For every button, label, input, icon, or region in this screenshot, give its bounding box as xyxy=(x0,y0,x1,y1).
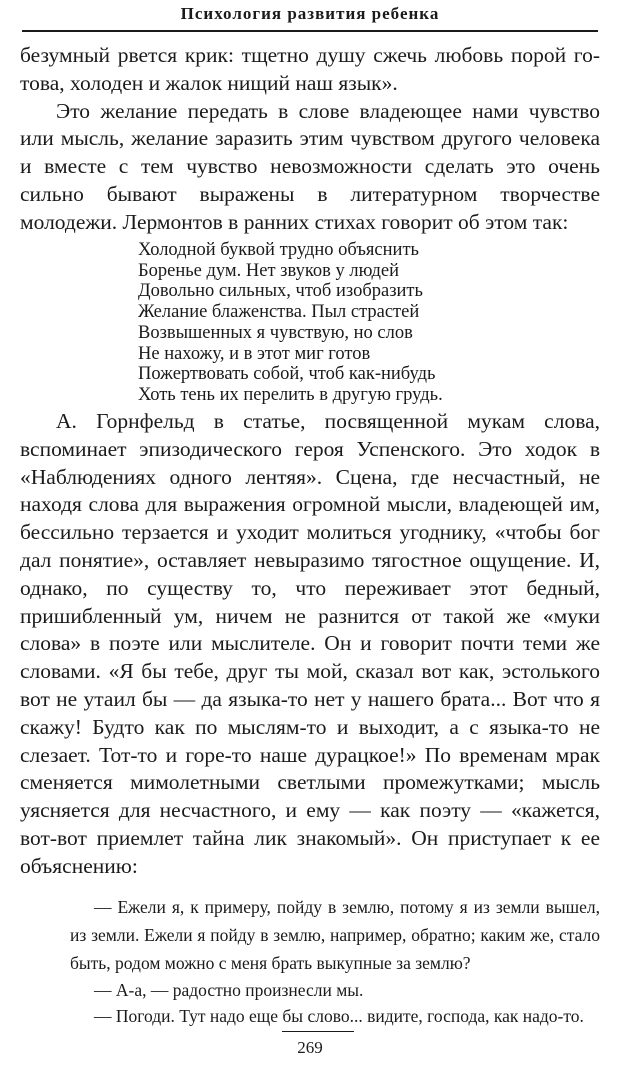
footer-rule xyxy=(282,1031,354,1032)
running-header: Психология развития ребенка xyxy=(180,4,440,23)
paragraph-line: безумный рвется крик: тщетно душу сжечь любовь порой го- xyxy=(20,43,600,67)
poem-line: Не нахожу, и в этот миг готов xyxy=(138,343,371,364)
poem-line: Пожертвовать собой, чтоб как-нибудь xyxy=(138,364,436,385)
header-rule xyxy=(22,30,598,32)
paragraph-continuation xyxy=(20,42,600,237)
poem-line: Желание блаженства. Пыл страстей xyxy=(138,302,420,323)
poem-line: Довольно сильных, чтоб изобразить xyxy=(138,281,423,302)
poem-quote xyxy=(138,240,558,406)
dialogue-line: — Погоди. Тут надо еще бы слово... видите, господа, как надо-то. xyxy=(94,1006,584,1026)
poem-line: Боренье дум. Нет звуков у людей xyxy=(138,260,399,281)
paragraph-line: това, холоден и жалок нищий наш язык». xyxy=(20,70,398,95)
page-number: 269 xyxy=(297,1038,323,1057)
paragraph-gornfeld: А. Горнфельд в статье, посвященной мукам слова, вспоминает эпизодического героя Успенского. Это ходок в «Наблюдениях одного лентяя». Сцена, где несчастный, не находя слова для выражения огромной мысли, владеющей им, бессильно терзается и уходит молиться угоднику, «чтобы бог дал понятие», оставляет невыразимо тягостное ощущение. И, однако, по существу то, что переживает этот бедный, пришибленный ум, ничем не разнится от такой же «муки слова» в поэте или мыслителе. Он и говорит почти теми же словами. «Я бы тебе, друг ты мой, сказал вот как, эстолького вот не утаил бы — да языка-то нет у нашего брата... Вот что я скажу! Будто как по мыслям-то и выходит, а с языка-то не слезает. Тот-то и горе-то наше дурацкое!» По временам мрак сменяется мимолетными светлыми промежутками; мысль уясняется для несчастного, и ему — как поэту — «кажется, вот-вот приемлет тайна лик знакомый». Он приступает к ее объяснению: xyxy=(20,409,600,878)
dialogue-line: — Ежели я, к примеру, пойду в землю, потому я из земли вышел, из земли. Ежели я пойду в землю, например, обратно; каким же, стало быть, родом можно с меня брать выкупные за землю? xyxy=(70,897,600,973)
poem-line: Холодной буквой трудно объяснить xyxy=(138,240,419,260)
paragraph-lermontov-intro: Это желание передать в слове владеющее нами чувство или мысль, желание заразить этим чувством другого человека и вместе с тем чувство невозможности сделать это очень сильно бывают выражены в литературном творчестве молодежи. Лермонтов в ранних стихах говорит об этом так: xyxy=(20,98,600,234)
dialogue-line: — А-а, — радостно произнесли мы. xyxy=(94,980,364,1000)
poem-line: Возвышенных я чувствую, но слов xyxy=(138,322,413,343)
poem-line: Хоть тень их перелить в другую грудь. xyxy=(138,384,443,405)
